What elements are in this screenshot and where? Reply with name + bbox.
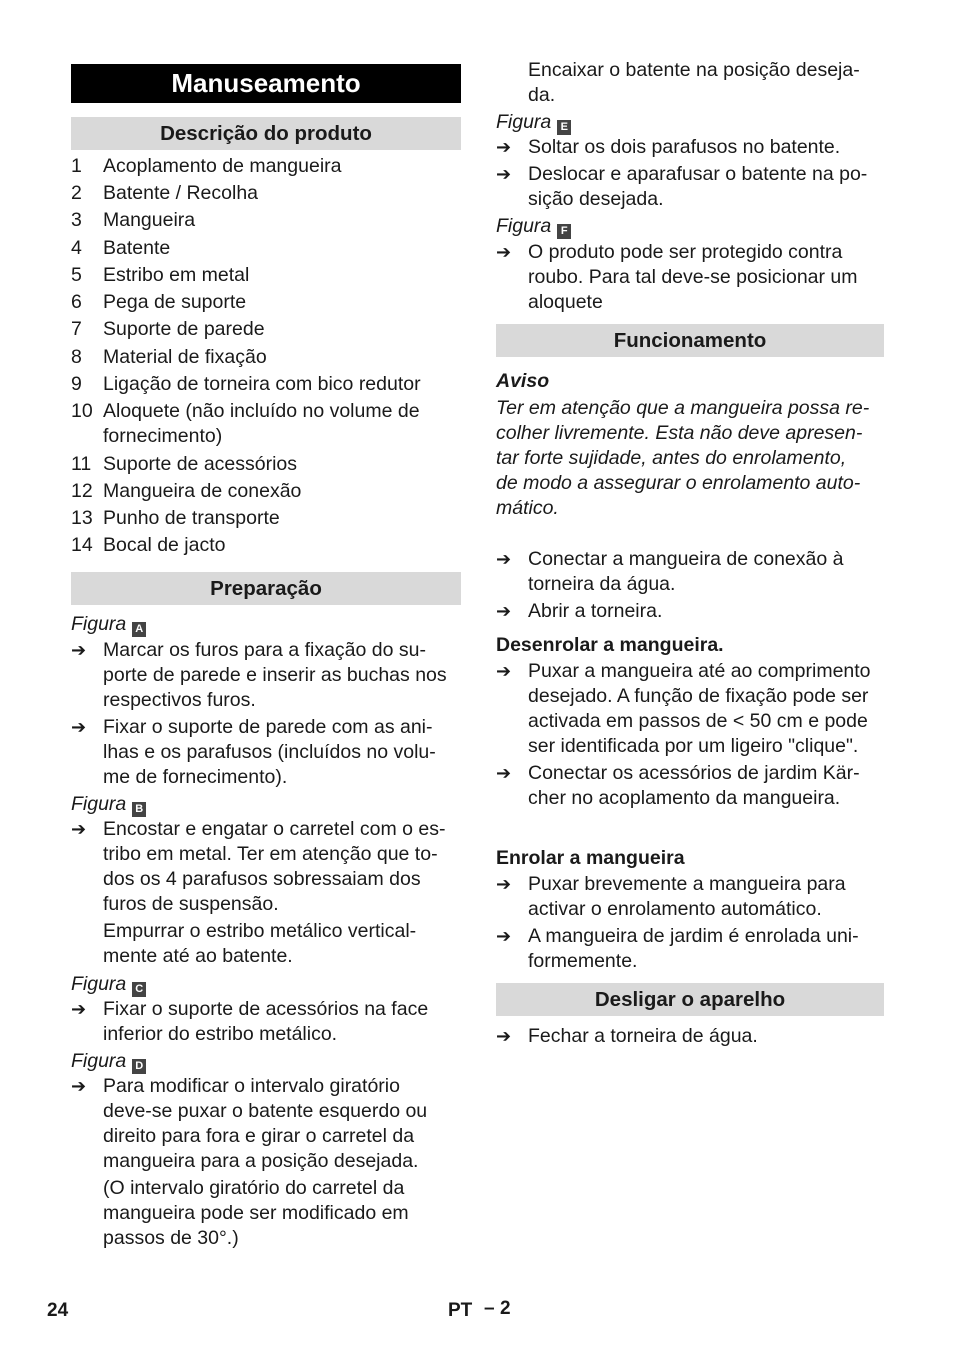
notice-text: tar forte sujidade, antes do enrolamento, xyxy=(496,447,847,469)
list-item: Estribo em metal xyxy=(103,264,250,286)
list-item-number: 3 xyxy=(71,209,82,231)
notice-text: mático. xyxy=(496,497,559,519)
figure-label xyxy=(496,214,571,239)
list-item-number: 4 xyxy=(71,237,82,259)
step-text: A mangueira de jardim é enrolada uni- xyxy=(528,925,859,947)
list-item: Suporte de parede xyxy=(103,318,265,340)
figure-badge: C xyxy=(132,982,146,997)
subheading-desenrolar: Desenrolar a mangueira. xyxy=(496,634,724,656)
footer-num: 2 xyxy=(500,1298,511,1319)
step-text: ser identificada por um ligeiro "clique". xyxy=(528,735,859,757)
footer-lang: PT xyxy=(448,1300,473,1321)
step-text: direito para fora e girar o carretel da xyxy=(103,1125,415,1147)
subheading-enrolar: Enrolar a mangueira xyxy=(496,847,685,869)
list-item-number: 2 xyxy=(71,182,82,204)
step-text: Conectar a mangueira de conexão à xyxy=(528,548,844,570)
list-item-number: 9 xyxy=(71,373,82,395)
page-title: Manuseamento xyxy=(71,64,461,103)
arrow-icon: ➔ xyxy=(71,640,87,660)
list-item-number: 12 xyxy=(71,480,93,502)
figure-word: Figura xyxy=(71,613,127,635)
figure-label xyxy=(71,972,146,997)
list-item: Pega de suporte xyxy=(103,291,247,313)
step-text: O produto pode ser protegido contra xyxy=(528,241,843,263)
figure-badge: A xyxy=(132,622,146,637)
page-number: 24 xyxy=(47,1300,69,1321)
list-item: Batente / Recolha xyxy=(103,182,259,204)
arrow-icon: ➔ xyxy=(71,1076,87,1096)
list-item: Acoplamento de mangueira xyxy=(103,155,342,177)
step-text: sição desejada. xyxy=(528,188,664,210)
arrow-icon: ➔ xyxy=(496,164,512,184)
list-item-number: 6 xyxy=(71,291,82,313)
list-item: Ligação de torneira com bico redutor xyxy=(103,373,421,395)
figure-label xyxy=(71,612,146,637)
step-continuation: mente até ao batente. xyxy=(103,945,293,967)
step-text: inferior do estribo metálico. xyxy=(103,1023,338,1045)
arrow-icon: ➔ xyxy=(496,601,512,621)
step-text: activar o enrolamento automático. xyxy=(528,898,822,920)
step-text: aloquete xyxy=(528,291,603,313)
section-descricao: Descrição do produto xyxy=(71,117,461,150)
step-continuation: (O intervalo giratório do carretel da xyxy=(103,1177,405,1199)
step-text: Deslocar e aparafusar o batente na po- xyxy=(528,163,868,185)
step-text: desejado. A função de fixação pode ser xyxy=(528,685,869,707)
list-item-number: 5 xyxy=(71,264,82,286)
list-item: Bocal de jacto xyxy=(103,534,226,556)
arrow-icon: ➔ xyxy=(496,1026,512,1046)
arrow-icon: ➔ xyxy=(71,999,87,1019)
step-text: Fechar a torneira de água. xyxy=(528,1025,758,1047)
list-item-number: 10 xyxy=(71,400,93,422)
figure-word: Figura xyxy=(496,215,552,237)
list-item: Mangueira xyxy=(103,209,196,231)
step-text: Para modificar o intervalo giratório xyxy=(103,1075,400,1097)
step-continuation: Encaixar o batente na posição deseja- xyxy=(528,59,860,81)
figure-badge: F xyxy=(557,224,571,239)
notice-text: Ter em atenção que a mangueira possa re- xyxy=(496,397,870,419)
list-item: Aloquete (não incluído no volume de xyxy=(103,400,420,422)
step-text: mangueira para a posição desejada. xyxy=(103,1150,419,1172)
arrow-icon: ➔ xyxy=(496,242,512,262)
figure-badge: D xyxy=(132,1059,146,1074)
step-text: Encostar e engatar o carretel com o es- xyxy=(103,818,446,840)
figure-badge: B xyxy=(132,802,146,817)
step-continuation: Empurrar o estribo metálico vertical- xyxy=(103,920,417,942)
list-item-number: 8 xyxy=(71,346,82,368)
figure-badge: E xyxy=(557,120,571,135)
step-continuation: mangueira pode ser modificado em xyxy=(103,1202,409,1224)
step-text: porte de parede e inserir as buchas nos xyxy=(103,664,447,686)
figure-label xyxy=(71,792,146,817)
list-item: Mangueira de conexão xyxy=(103,480,302,502)
arrow-icon: ➔ xyxy=(496,549,512,569)
step-text: Puxar a mangueira até ao comprimento xyxy=(528,660,871,682)
step-text: formemente. xyxy=(528,950,638,972)
step-text: deve-se puxar o batente esquerdo ou xyxy=(103,1100,428,1122)
step-text: cher no acoplamento da mangueira. xyxy=(528,787,841,809)
list-item-number: 1 xyxy=(71,155,82,177)
step-text: torneira da água. xyxy=(528,573,676,595)
section-preparacao: Preparação xyxy=(71,572,461,605)
step-text: respectivos furos. xyxy=(103,689,256,711)
arrow-icon: ➔ xyxy=(71,717,87,737)
step-text: Puxar brevemente a mangueira para xyxy=(528,873,846,895)
step-continuation: da. xyxy=(528,84,556,106)
step-text: roubo. Para tal deve-se posicionar um xyxy=(528,266,858,288)
step-text: Conectar os acessórios de jardim Kär- xyxy=(528,762,860,784)
arrow-icon: ➔ xyxy=(496,137,512,157)
notice-title: Aviso xyxy=(496,370,550,392)
figure-label xyxy=(71,1049,146,1074)
step-text: lhas e os parafusos (incluídos no volu- xyxy=(103,741,436,763)
notice-text: colher livremente. Esta não deve apresen- xyxy=(496,422,863,444)
step-continuation: passos de 30°.) xyxy=(103,1227,239,1249)
step-text: dos os 4 parafusos sobressaiam dos xyxy=(103,868,421,890)
step-text: Marcar os furos para a fixação do su- xyxy=(103,639,426,661)
step-text: Soltar os dois parafusos no batente. xyxy=(528,136,841,158)
arrow-icon: ➔ xyxy=(496,763,512,783)
figure-word: Figura xyxy=(71,793,127,815)
notice-text: de modo a assegurar o enrolamento auto- xyxy=(496,472,861,494)
figure-word: Figura xyxy=(71,1050,127,1072)
list-item-number: 13 xyxy=(71,507,93,529)
list-item-number: 11 xyxy=(71,453,92,475)
arrow-icon: ➔ xyxy=(496,661,512,681)
footer-sep: – xyxy=(484,1298,495,1319)
list-item: Punho de transporte xyxy=(103,507,280,529)
list-item: Suporte de acessórios xyxy=(103,453,298,475)
arrow-icon: ➔ xyxy=(496,926,512,946)
step-text: furos de suspensão. xyxy=(103,893,279,915)
figure-label xyxy=(496,110,571,135)
list-item-number: 7 xyxy=(71,318,82,340)
figure-word: Figura xyxy=(496,111,552,133)
step-text: Fixar o suporte de acessórios na face xyxy=(103,998,429,1020)
step-text: tribo em metal. Ter em atenção que to- xyxy=(103,843,438,865)
list-item: Material de fixação xyxy=(103,346,267,368)
list-item: Batente xyxy=(103,237,171,259)
arrow-icon: ➔ xyxy=(496,874,512,894)
step-text: Abrir a torneira. xyxy=(528,600,663,622)
step-text: Fixar o suporte de parede com as ani- xyxy=(103,716,433,738)
section-desligar: Desligar o aparelho xyxy=(496,983,884,1016)
arrow-icon: ➔ xyxy=(71,819,87,839)
list-item-number: 14 xyxy=(71,534,93,556)
figure-word: Figura xyxy=(71,973,127,995)
step-text: me de fornecimento). xyxy=(103,766,288,788)
step-text: activada em passos de < 50 cm e pode xyxy=(528,710,868,732)
section-funcionamento: Funcionamento xyxy=(496,324,884,357)
list-item: fornecimento) xyxy=(103,425,223,447)
